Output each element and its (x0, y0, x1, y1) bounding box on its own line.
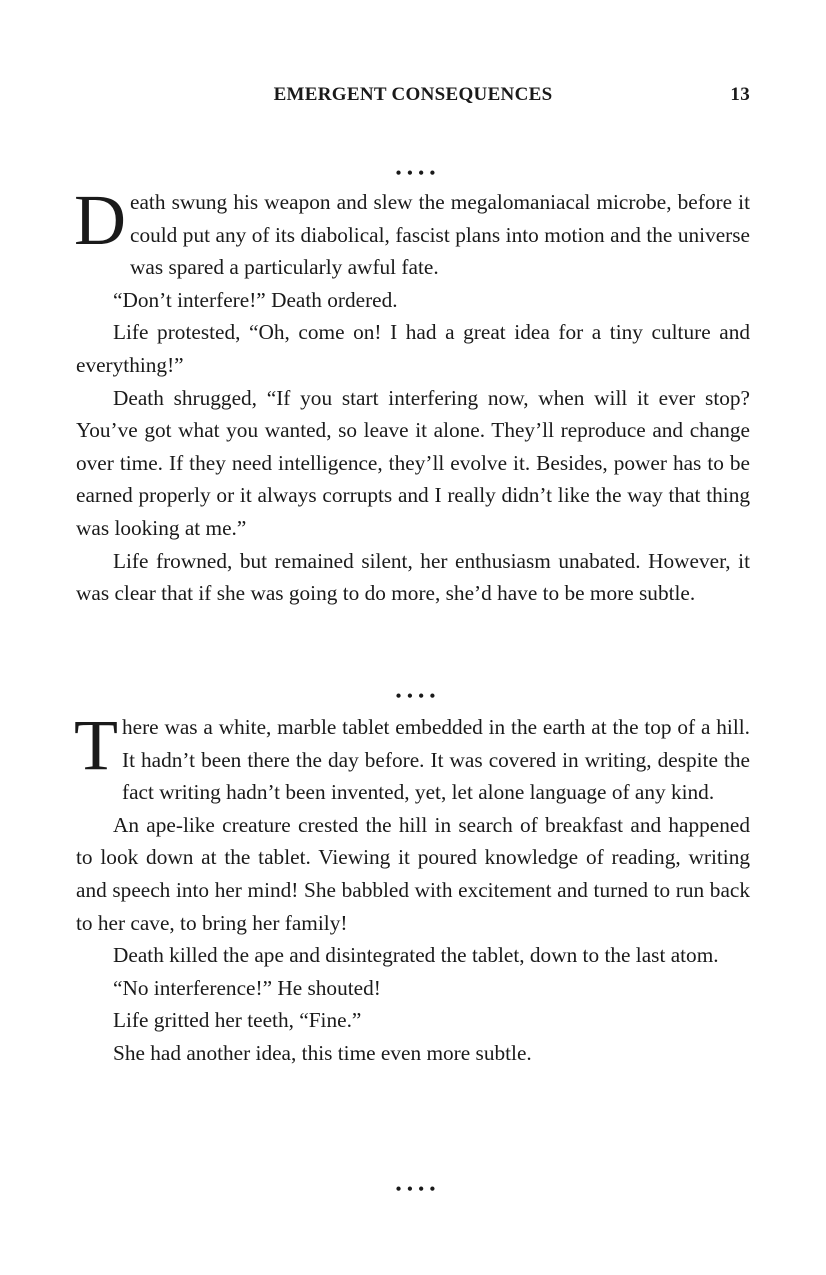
opening-text: here was a white, marble tablet embedded in the earth at the top of a hill. It hadn’t been there the day before. It was covered in writing, despite the fact writing hadn’t been invented, yet, let alone language of any kind. (121, 715, 750, 805)
drop-cap: T (74, 705, 118, 785)
paragraph: She had another idea, this time even more subtle. (113, 1040, 532, 1065)
section-marble-tablet (74, 705, 750, 1070)
paragraph: Death killed the ape and disintegrated the tablet, down to the last atom. (113, 943, 719, 968)
paragraph: Life protested, “Oh, come on! I had a great idea for a tiny culture and everything!” (76, 320, 750, 377)
section-death-microbe (74, 180, 750, 610)
paragraph: Life gritted her teeth, “Fine.” (113, 1008, 362, 1033)
paragraph: An ape-like creature crested the hill in search of breakfast and happened to look down at the tablet. Viewing it poured knowledge of reading, writing and speech into her mind! She babbled with excitement and turned to run back to her cave, to bring her family! (76, 812, 750, 935)
paragraph: Life frowned, but remained silent, her enthusiasm unabated. However, it was clear that if she was going to do more, she’d have to be more subtle. (76, 548, 750, 606)
book-page (76, 0, 750, 1275)
paragraph: Death shrugged, “If you start interfering now, when will it ever stop? You’ve got what you wanted, so leave it alone. They’ll reproduce and change over time. If they need intelligence, they’ll evolve it. Besides, power has to be earned properly or it always corrupts and I really didn’t like the way that thing was looking at me.” (76, 385, 750, 540)
opening-text: eath swung his weapon and slew the megalomaniacal microbe, before it could put any of its diabolical, fascist plans into motion and the universe was spared a particularly awful fate. (130, 190, 750, 280)
paragraph: “No interference!” He shouted! (113, 975, 381, 1000)
drop-cap: D (74, 180, 126, 260)
running-head (76, 84, 750, 110)
running-title: EMERGENT CONSEQUENCES (273, 84, 553, 105)
paragraph: “Don’t interfere!” Death ordered. (113, 287, 398, 312)
opening-paragraph (74, 180, 750, 284)
page-number: 13 (730, 84, 750, 105)
section-separator: •••• (395, 686, 441, 706)
opening-paragraph (74, 705, 750, 809)
section-separator: •••• (395, 1179, 441, 1199)
section-separator: •••• (395, 163, 441, 183)
